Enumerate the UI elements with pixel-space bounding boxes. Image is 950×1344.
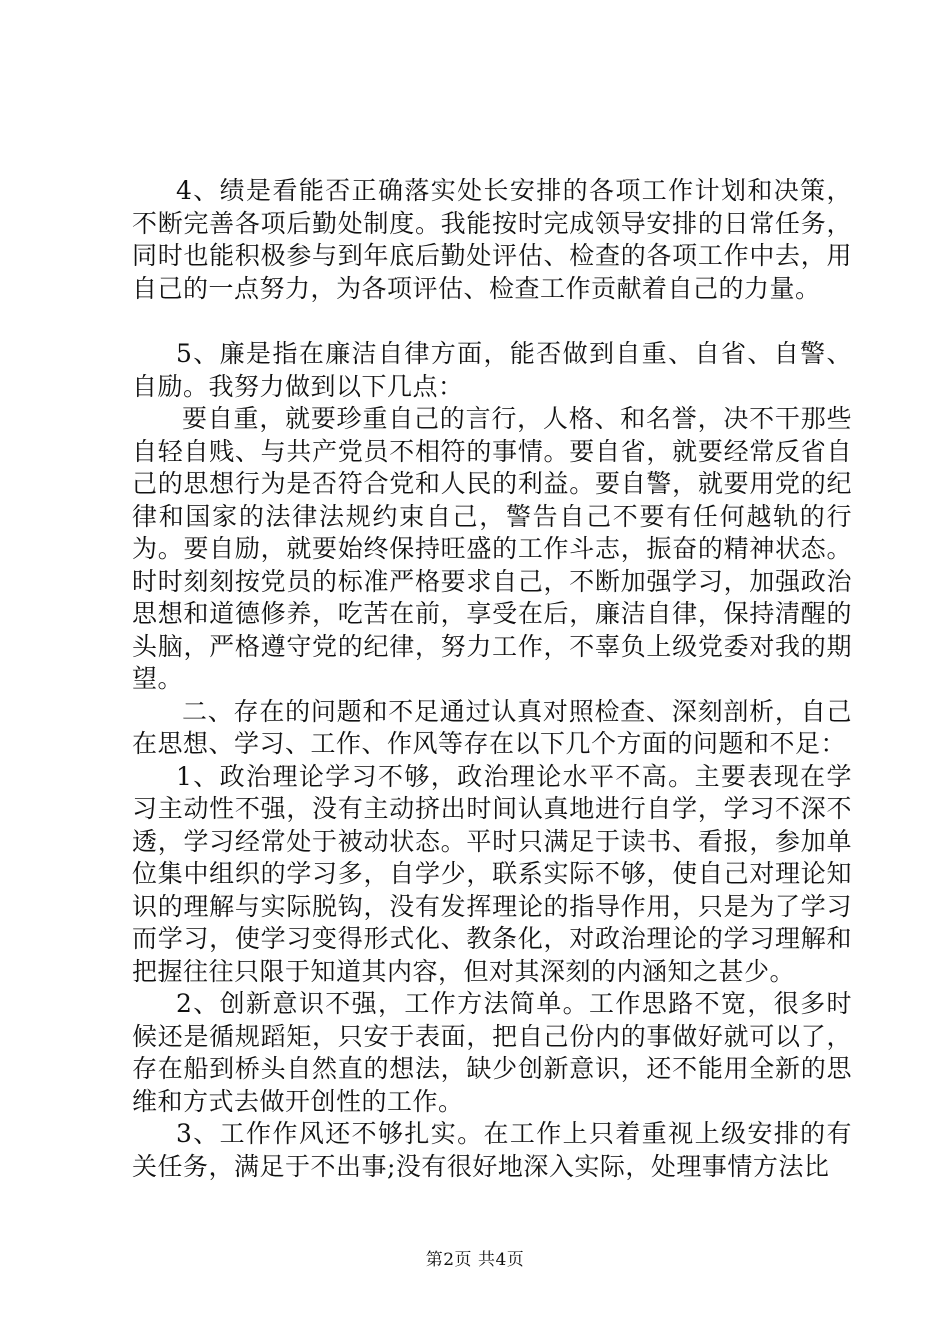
document-body bbox=[132, 175, 852, 1183]
paragraph-problem-2: 2、创新意识不强，工作方法简单。工作思路不宽，很多时候还是循规蹈矩，只安于表面，把自己份内的事做好就可以了，存在船到桥头自然直的想法，缺少创新意识，还不能用全新的思维和方式去做开创性的工作。 bbox=[132, 989, 852, 1116]
paragraph-problem-3: 3、工作作风还不够扎实。在工作上只着重视上级安排的有关任务，满足于不出事;没有很好地深入实际，处理事情方法比 bbox=[132, 1119, 852, 1181]
paragraph-gap bbox=[132, 305, 852, 338]
paragraph-integrity: 5、廉是指在廉洁自律方面，能否做到自重、自省、自警、自励。我努力做到以下几点： bbox=[132, 339, 852, 401]
paragraph-performance: 4、绩是看能否正确落实处长安排的各项工作计划和决策，不断完善各项后勤处制度。我能按时完成领导安排的日常任务，同时也能积极参与到年底后勤处评估、检查的各项工作中去，用自己的一点努力，为各项评估、检查工作贡献着自己的力量。 bbox=[132, 176, 852, 303]
paragraph-self-discipline: 要自重，就要珍重自己的言行，人格、和名誉，决不干那些自轻自贱、与共产党员不相符的事情。要自省，就要经常反省自己的思想行为是否符合党和人民的利益。要自警，就要用党的纪律和国家的法律法规约束自己，警告自己不要有任何越轨的行为。要自励，就要始终保持旺盛的工作斗志，振奋的精神状态。时时刻刻按党员的标准严格要求自己，不断加强学习，加强政治思想和道德修养，吃苦在前，享受在后，廉洁自律，保持清醒的头脑，严格遵守党的纪律，努力工作，不辜负上级党委对我的期望。 bbox=[132, 404, 852, 693]
paragraph-problems-heading: 二、存在的问题和不足通过认真对照检查、深刻剖析，自己在思想、学习、工作、作风等存在以下几个方面的问题和不足： bbox=[132, 696, 852, 758]
paragraph-problem-1: 1、政治理论学习不够，政治理论水平不高。主要表现在学习主动性不强，没有主动挤出时间认真地进行自学，学习不深不透，学习经常处于被动状态。平时只满足于读书、看报，参加单位集中组织的学习多，自学少，联系实际不够，使自己对理论知识的理解与实际脱钩，没有发挥理论的指导作用，只是为了学习而学习，使学习变得形式化、教条化，对政治理论的学习理解和把握往往只限于知道其内容，但对其深刻的内涵知之甚少。 bbox=[132, 761, 852, 986]
page-footer: 第2页 共4页 bbox=[425, 1250, 525, 1270]
